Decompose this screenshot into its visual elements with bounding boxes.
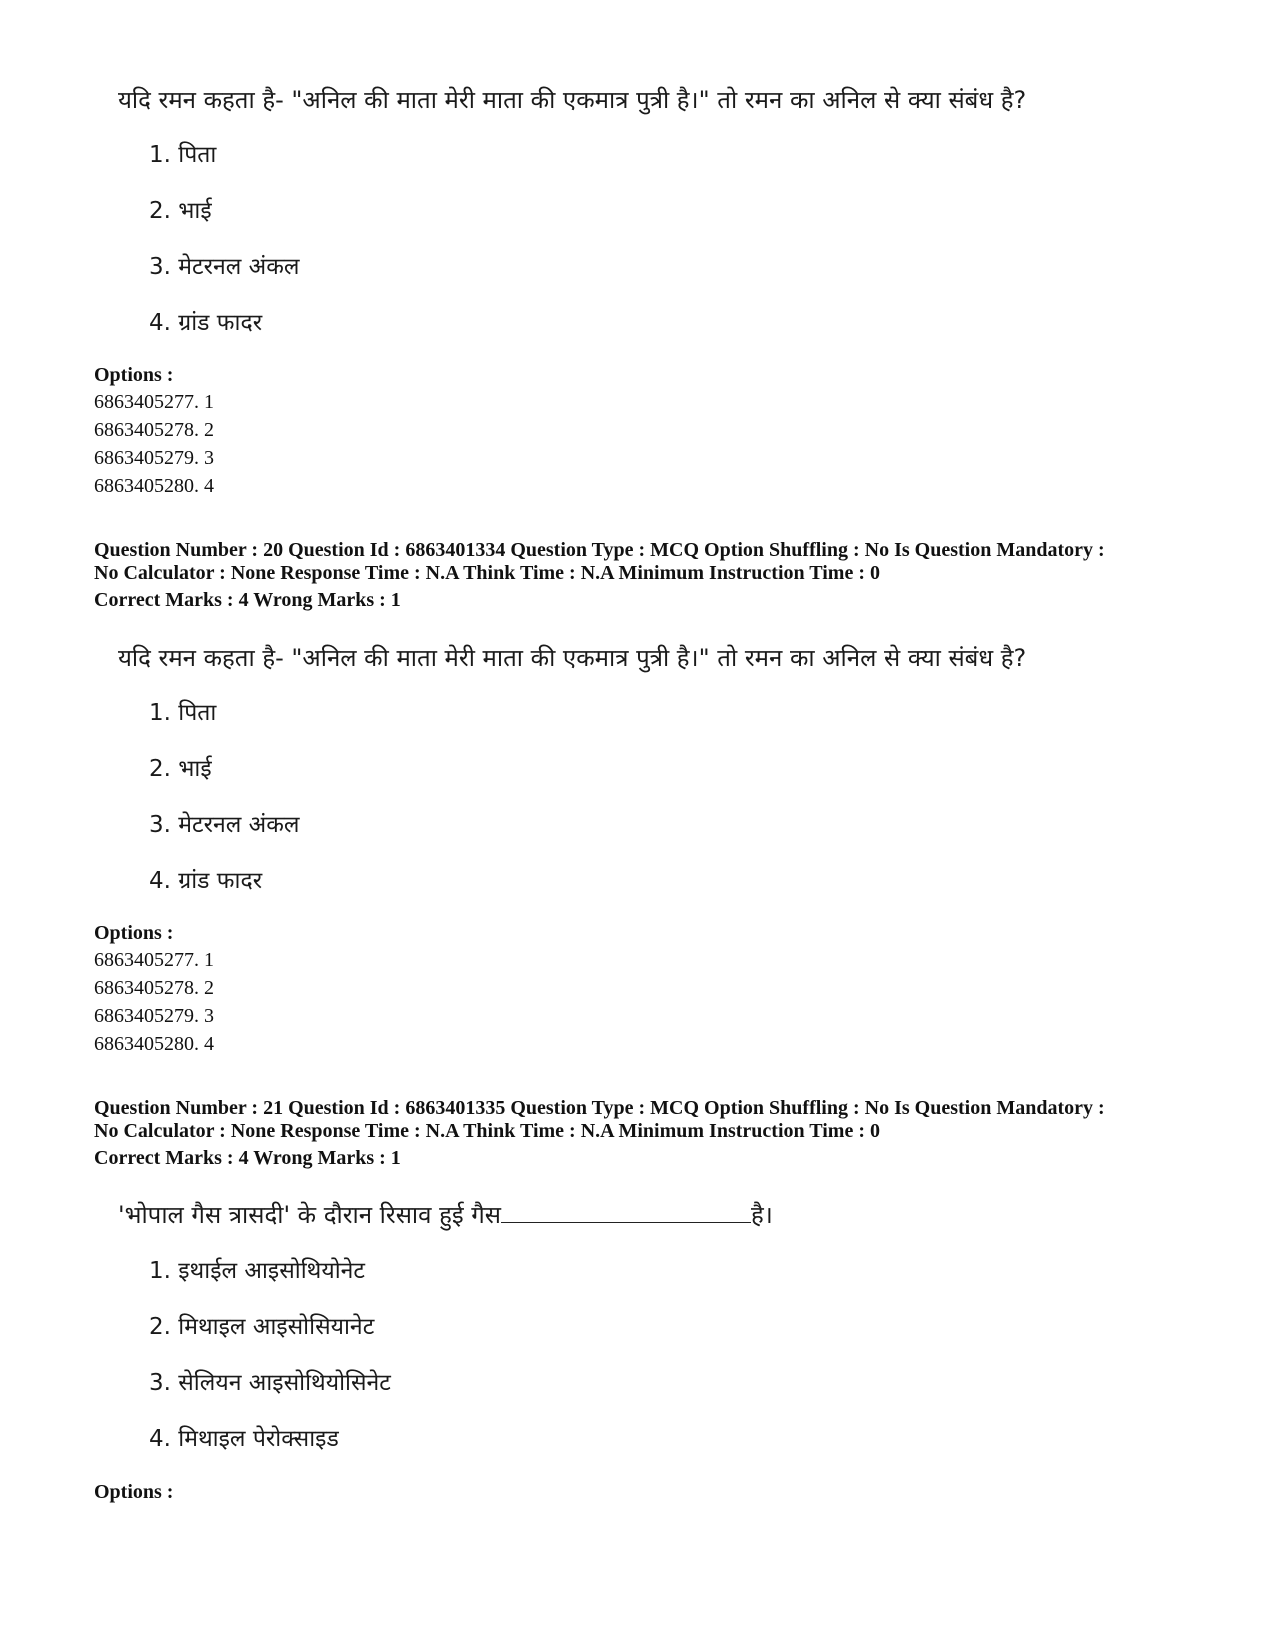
option-id-line: 6863405277. 1 [94, 391, 214, 413]
option-id-line: 6863405280. 4 [94, 1033, 214, 1055]
option-id-line: 6863405277. 1 [94, 949, 214, 971]
question-meta: Question Number : 21 Question Id : 6863401335 Question Type : MCQ Option Shuffling : No Is Question Mandatory : [94, 1097, 1105, 1119]
option-id-line: 6863405278. 2 [94, 419, 214, 441]
option-id-line: 6863405278. 2 [94, 977, 214, 999]
question-text-after: है। [751, 1201, 773, 1229]
options-label: Options : [94, 922, 174, 944]
question-marks: Correct Marks : 4 Wrong Marks : 1 [94, 589, 401, 611]
question-text: यदि रमन कहता है- "अनिल की माता मेरी माता की एकमात्र पुत्री है।" तो रमन का अनिल से क्या संबंध है? [118, 86, 1027, 114]
question-meta: Question Number : 20 Question Id : 6863401334 Question Type : MCQ Option Shuffling : No Is Question Mandatory : [94, 539, 1105, 561]
question-meta: No Calculator : None Response Time : N.A Think Time : N.A Minimum Instruction Time : 0 [94, 562, 880, 584]
choice-item: 3. मेटरनल अंकल [149, 254, 300, 280]
choice-item: 4. मिथाइल पेरोक्साइड [149, 1426, 339, 1452]
choice-item: 1. पिता [149, 700, 217, 726]
question-meta: No Calculator : None Response Time : N.A Think Time : N.A Minimum Instruction Time : 0 [94, 1120, 880, 1142]
choice-item: 4. ग्रांड फादर [149, 310, 263, 336]
choice-item: 3. मेटरनल अंकल [149, 812, 300, 838]
option-id-line: 6863405279. 3 [94, 1005, 214, 1027]
question-text: यदि रमन कहता है- "अनिल की माता मेरी माता की एकमात्र पुत्री है।" तो रमन का अनिल से क्या संबंध है? [118, 644, 1027, 672]
fill-in-blank [501, 1200, 751, 1223]
options-label: Options : [94, 364, 174, 386]
question-text [118, 1200, 773, 1230]
choice-item: 2. भाई [149, 756, 212, 782]
choice-item: 2. मिथाइल आइसोसियानेट [149, 1314, 375, 1340]
option-id-line: 6863405279. 3 [94, 447, 214, 469]
choice-item: 2. भाई [149, 198, 212, 224]
question-text-before: 'भोपाल गैस त्रासदी' के दौरान रिसाव हुई गैस [118, 1201, 502, 1229]
option-id-line: 6863405280. 4 [94, 475, 214, 497]
options-label: Options : [94, 1481, 174, 1503]
choice-item: 4. ग्रांड फादर [149, 868, 263, 894]
choice-item: 1. पिता [149, 142, 217, 168]
question-marks: Correct Marks : 4 Wrong Marks : 1 [94, 1147, 401, 1169]
choice-item: 3. सेलियन आइसोथियोसिनेट [149, 1370, 391, 1396]
choice-item: 1. इथाईल आइसोथियोनेट [149, 1258, 366, 1284]
